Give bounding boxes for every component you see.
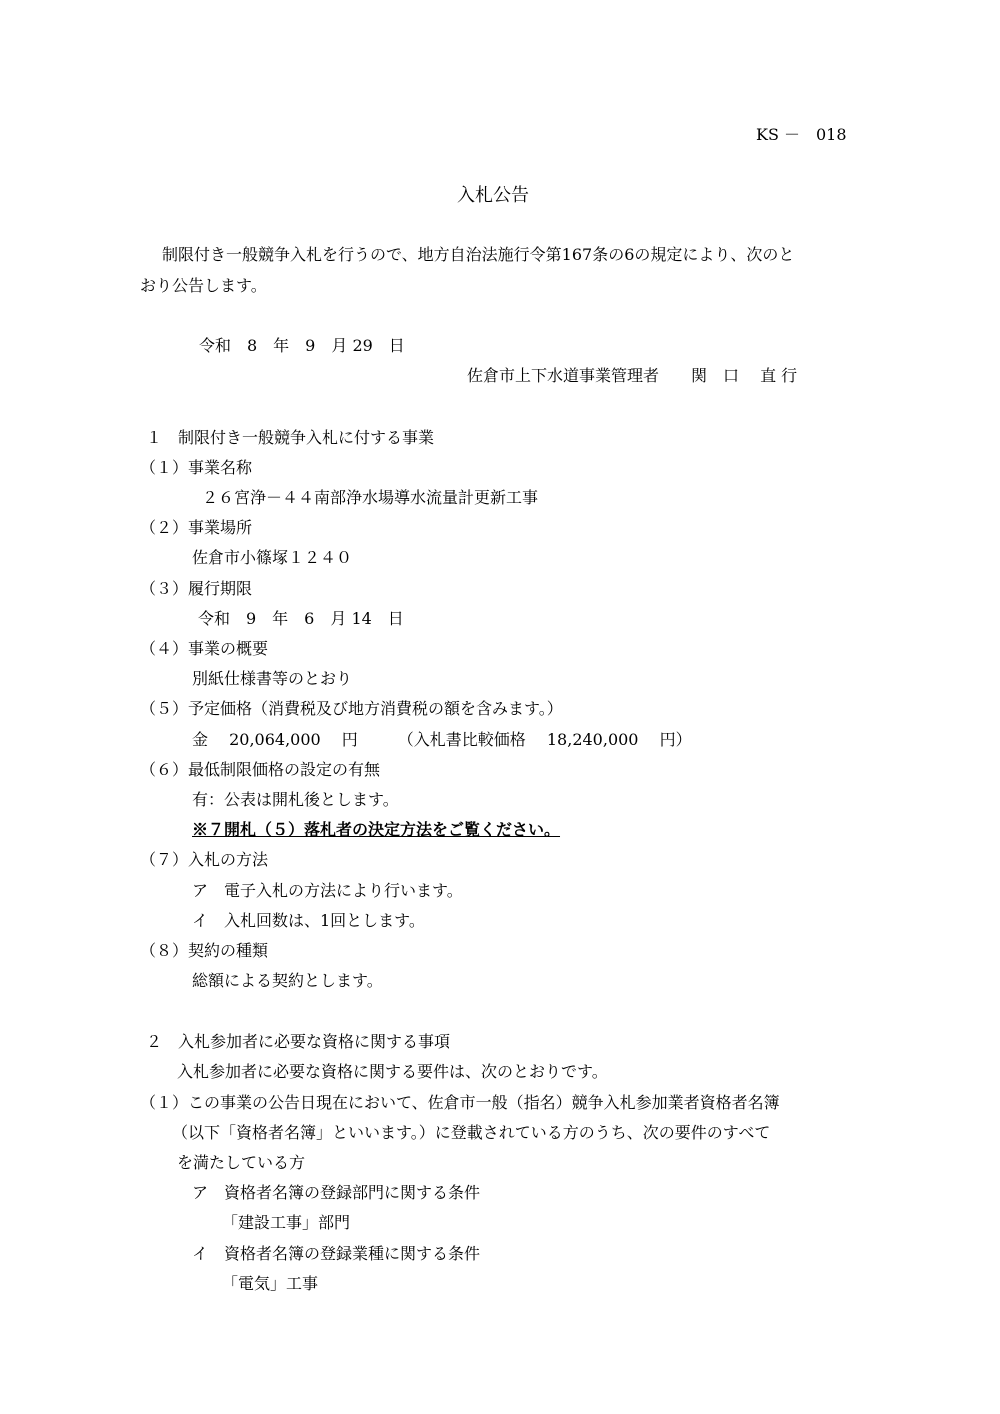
intro-line-2: おり公告します。 (140, 276, 267, 295)
item-8-value: 総額による契約とします。 (192, 971, 383, 990)
section-1-heading: １ 制限付き一般競争入札に付する事業 (146, 428, 435, 447)
section-2-heading: ２ 入札参加者に必要な資格に関する事項 (146, 1032, 451, 1051)
sub-a-value: 「建設工事」部門 (222, 1213, 351, 1232)
section-2-item-1-line-1: （１）この事業の公告日現在において、佐倉市一般（指名）競争入札参加業者資格者名簿 (140, 1093, 780, 1112)
section-2-item-1-line-2: （以下「資格者名簿」といいます。）に登載されている方のうち、次の要件のすべて (172, 1123, 771, 1142)
item-5-label: （５）予定価格（消費税及び地方消費税の額を含みます。） (140, 699, 563, 718)
intro-line-1: 制限付き一般競争入札を行うので、地方自治法施行令第167条の6の規定により、次のと (162, 245, 795, 264)
section-2-item-1-line-3: を満たしている方 (177, 1153, 306, 1172)
item-8-label: （８）契約の種類 (140, 941, 269, 960)
item-6-value: 有：公表は開札後とします。 (192, 790, 399, 809)
item-7-line-a: ア 電子入札の方法により行います。 (192, 881, 463, 900)
sub-i-label: イ 資格者名簿の登録業種に関する条件 (192, 1244, 481, 1263)
issuer-name: 佐倉市上下水道事業管理者 関 口 直 行 (467, 366, 798, 385)
item-7-label: （７）入札の方法 (140, 850, 269, 869)
item-7-line-i: イ 入札回数は、1回とします。 (192, 911, 425, 930)
item-3-label: （３）履行期限 (140, 579, 253, 598)
page-title: 入札公告 (457, 185, 529, 206)
item-4-label: （４）事業の概要 (140, 639, 269, 658)
announcement-date: 令和 8 年 9 月 29 日 (199, 336, 405, 355)
sub-i-value: 「電気」工事 (222, 1274, 319, 1293)
item-2-value: 佐倉市小篠塚１２４０ (192, 548, 353, 567)
item-3-value: 令和 9 年 6 月 14 日 (198, 609, 404, 628)
item-6-note: ※７開札（５）落札者の決定方法をご覧ください。 (192, 820, 561, 839)
item-4-value: 別紙仕様書等のとおり (192, 669, 353, 688)
item-5-value: 金 20,064,000 円 （入札書比較価格 18,240,000 円） (192, 730, 692, 749)
item-6-label: （６）最低制限価格の設定の有無 (140, 760, 381, 779)
item-1-value: ２６宮浄－４４南部浄水場導水流量計更新工事 (202, 488, 539, 507)
section-2-intro: 入札参加者に必要な資格に関する要件は、次のとおりです。 (177, 1062, 608, 1081)
sub-a-label: ア 資格者名簿の登録部門に関する条件 (192, 1183, 481, 1202)
item-1-label: （１）事業名称 (140, 458, 253, 477)
doc-number: KS － 018 (756, 125, 847, 144)
item-2-label: （２）事業場所 (140, 518, 253, 537)
